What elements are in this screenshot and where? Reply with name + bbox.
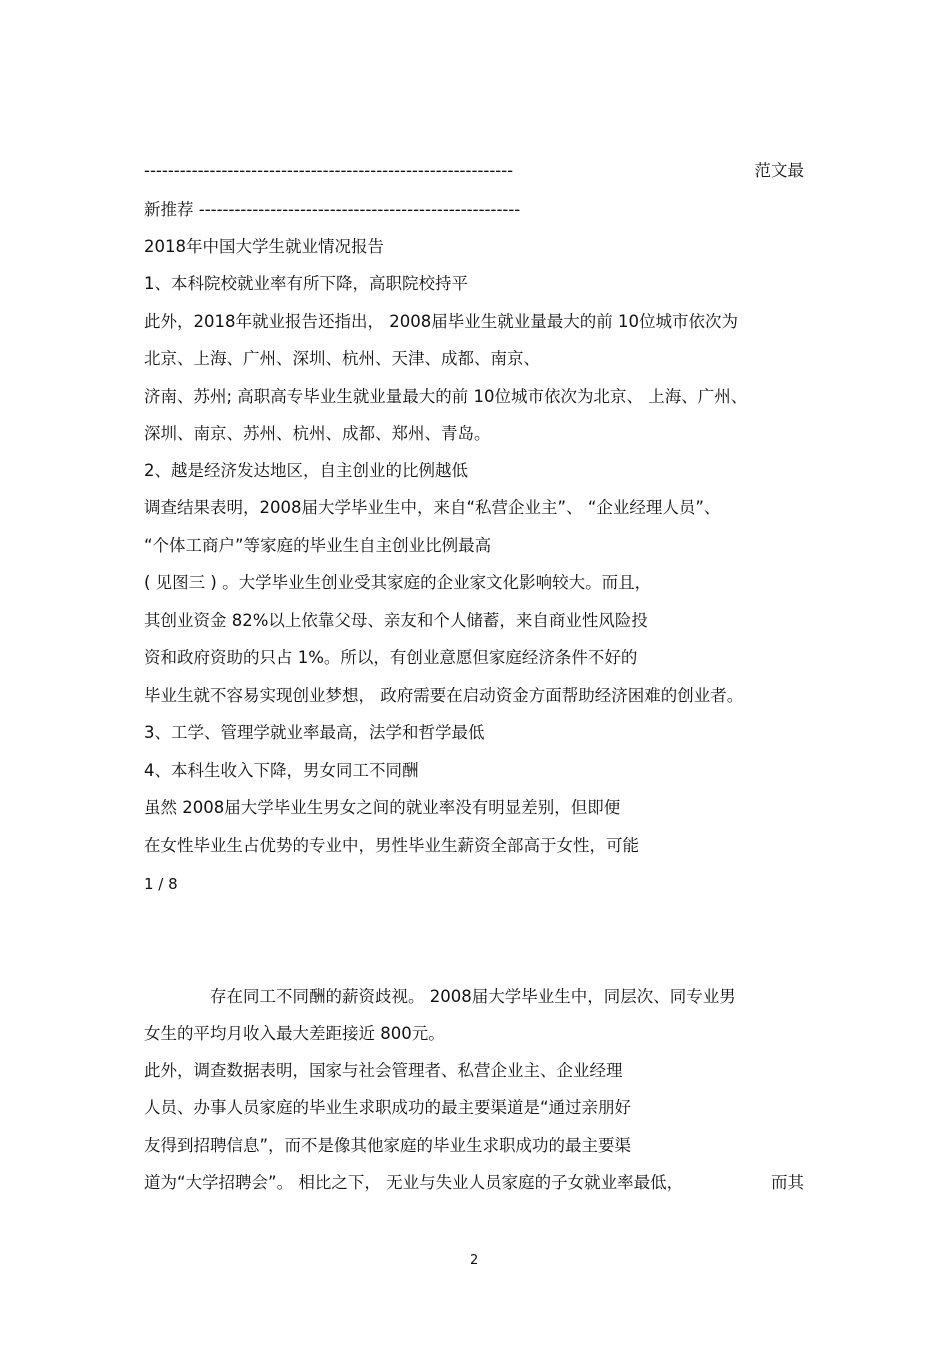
page-number-2: 2: [470, 1253, 479, 1268]
paragraph-line: 虽然 2008届大学毕业生男女之间的就业率没有明显差别，但即便: [144, 798, 621, 817]
paragraph-line: 此外，调查数据表明，国家与社会管理者、私营企业主、企业经理: [144, 1061, 623, 1080]
document-title: 2018年中国大学生就业情况报告: [144, 237, 384, 256]
header-rule: --------------------------------------------------------------: [144, 161, 514, 180]
header-label: 范文最: [754, 161, 804, 180]
paragraph-line: 人员、办事人员家庭的毕业生求职成功的最主要渠道是“通过亲朋好: [144, 1098, 632, 1117]
section-heading-1: 1、本科院校就业率有所下降，高职院校持平: [144, 274, 468, 293]
paragraph-line: 深圳、南京、苏州、杭州、成都、郑州、青岛。: [144, 424, 491, 443]
page-number-1: 1 / 8: [144, 875, 178, 893]
section-heading-2: 2、越是经济发达地区，自主创业的比例越低: [144, 461, 468, 480]
section-heading-4: 4、本科生收入下降，男女同工不同酬: [144, 761, 419, 780]
paragraph-line: 资和政府资助的只占 1%。所以，有创业意愿但家庭经济条件不好的: [144, 648, 638, 667]
header-rule-line: [144, 160, 804, 182]
header-line-2: 新推荐 ------------------------------------------------------: [144, 200, 521, 219]
paragraph-line: 友得到招聘信息”，而不是像其他家庭的毕业生求职成功的最主要渠: [144, 1136, 632, 1155]
paragraph-line: 存在同工不同酬的薪资歧视。 2008届大学毕业生中，同层次、同专业男: [210, 987, 736, 1006]
paragraph-line: ( 见图三 ) 。大学毕业生创业受其家庭的企业家文化影响较大。而且，: [144, 573, 652, 592]
paragraph-line: 其创业资金 82%以上依靠父母、亲友和个人储蓄，来自商业性风险投: [144, 611, 648, 630]
paragraph-line: 毕业生就不容易实现创业梦想， 政府需要在启动资金方面帮助经济困难的创业者。: [144, 686, 744, 705]
paragraph-line: 此外，2018年就业报告还指出， 2008届毕业生就业量最大的前 10位城市依次为: [144, 312, 738, 331]
paragraph-line: 在女性毕业生占优势的专业中，男性毕业生薪资全部高于女性，可能: [144, 836, 639, 855]
paragraph-line: “个体工商户”等家庭的毕业生自主创业比例最高: [144, 536, 492, 555]
paragraph-line: 调查结果表明，2008届大学毕业生中，来自“私营企业主”、 “企业经理人员”、: [144, 498, 721, 517]
paragraph-line: 济南、苏州; 高职高专毕业生就业量最大的前 10位城市依次为北京、 上海、广州、: [144, 387, 748, 406]
paragraph-line-end: 而其: [771, 1173, 804, 1192]
paragraph-line: 北京、上海、广州、深圳、杭州、天津、成都、南京、: [144, 349, 540, 368]
paragraph-line: [144, 1172, 804, 1194]
section-heading-3: 3、工学、管理学就业率最高，法学和哲学最低: [144, 723, 485, 742]
paragraph-line-text: 道为“大学招聘会”。 相比之下， 无业与失业人员家庭的子女就业率最低，: [144, 1173, 684, 1192]
paragraph-line: 女生的平均月收入最大差距接近 800元。: [144, 1024, 445, 1043]
